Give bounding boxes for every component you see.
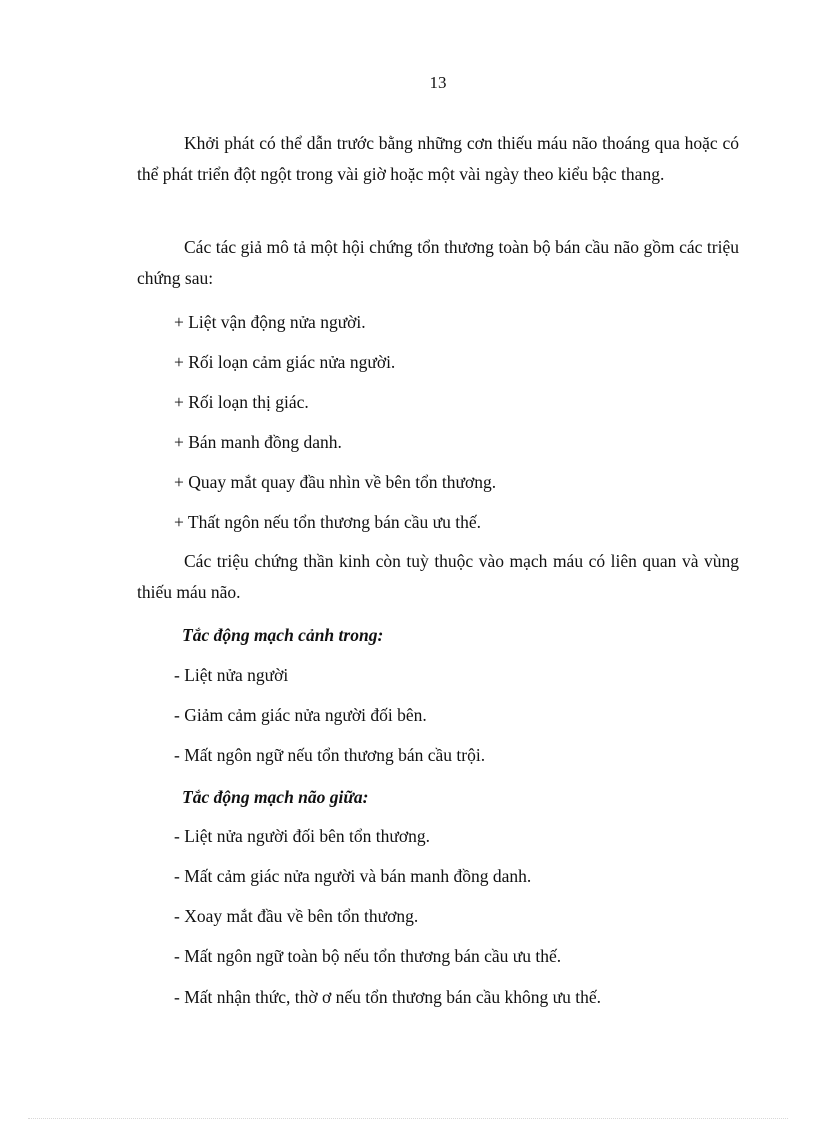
- symptom-item: + Bán manh đồng danh.: [174, 432, 342, 452]
- middle-cerebral-item: - Mất cảm giác nửa người và bán manh đồng danh.: [174, 866, 532, 886]
- symptom-item: + Quay mắt quay đầu nhìn về bên tổn thương.: [174, 472, 497, 492]
- paragraph-vascular-dependence: Các triệu chứng thần kinh còn tuỳ thuộc vào mạch máu có liên quan và vùng thiếu máu não.: [137, 551, 739, 602]
- middle-cerebral-item: - Mất ngôn ngữ toàn bộ nếu tổn thương bán cầu ưu thế.: [174, 946, 562, 966]
- symptom-item: + Rối loạn thị giác.: [174, 392, 309, 412]
- symptom-item: + Liệt vận động nửa người.: [174, 312, 366, 332]
- page-number: 13: [429, 73, 447, 92]
- middle-cerebral-item: - Liệt nửa người đối bên tổn thương.: [174, 826, 430, 846]
- symptom-item: + Rối loạn cảm giác nửa người.: [174, 352, 396, 372]
- internal-carotid-item: - Giảm cảm giác nửa người đối bên.: [174, 705, 427, 725]
- paragraph-syndrome-intro: Các tác giả mô tả một hội chứng tổn thương toàn bộ bán cầu não gồm các triệu chứng sau:: [137, 237, 739, 288]
- internal-carotid-item: - Liệt nửa người: [174, 665, 289, 685]
- section-heading-internal-carotid: Tắc động mạch cảnh trong:: [182, 625, 384, 645]
- middle-cerebral-item: - Mất nhận thức, thờ ơ nếu tổn thương bán cầu không ưu thế.: [174, 987, 602, 1007]
- internal-carotid-item: - Mất ngôn ngữ nếu tổn thương bán cầu trội.: [174, 745, 486, 765]
- bottom-page-rule: [28, 1118, 788, 1119]
- middle-cerebral-item: - Xoay mắt đầu về bên tổn thương.: [174, 906, 419, 926]
- section-heading-middle-cerebral: Tắc động mạch não giữa:: [182, 787, 369, 807]
- paragraph-onset: Khởi phát có thể dẫn trước bằng những cơn thiếu máu não thoáng qua hoặc có thể phát triển đột ngột trong vài giờ hoặc một vài ngày theo kiểu bậc thang.: [137, 133, 739, 184]
- symptom-item: + Thất ngôn nếu tổn thương bán cầu ưu thế.: [174, 512, 482, 532]
